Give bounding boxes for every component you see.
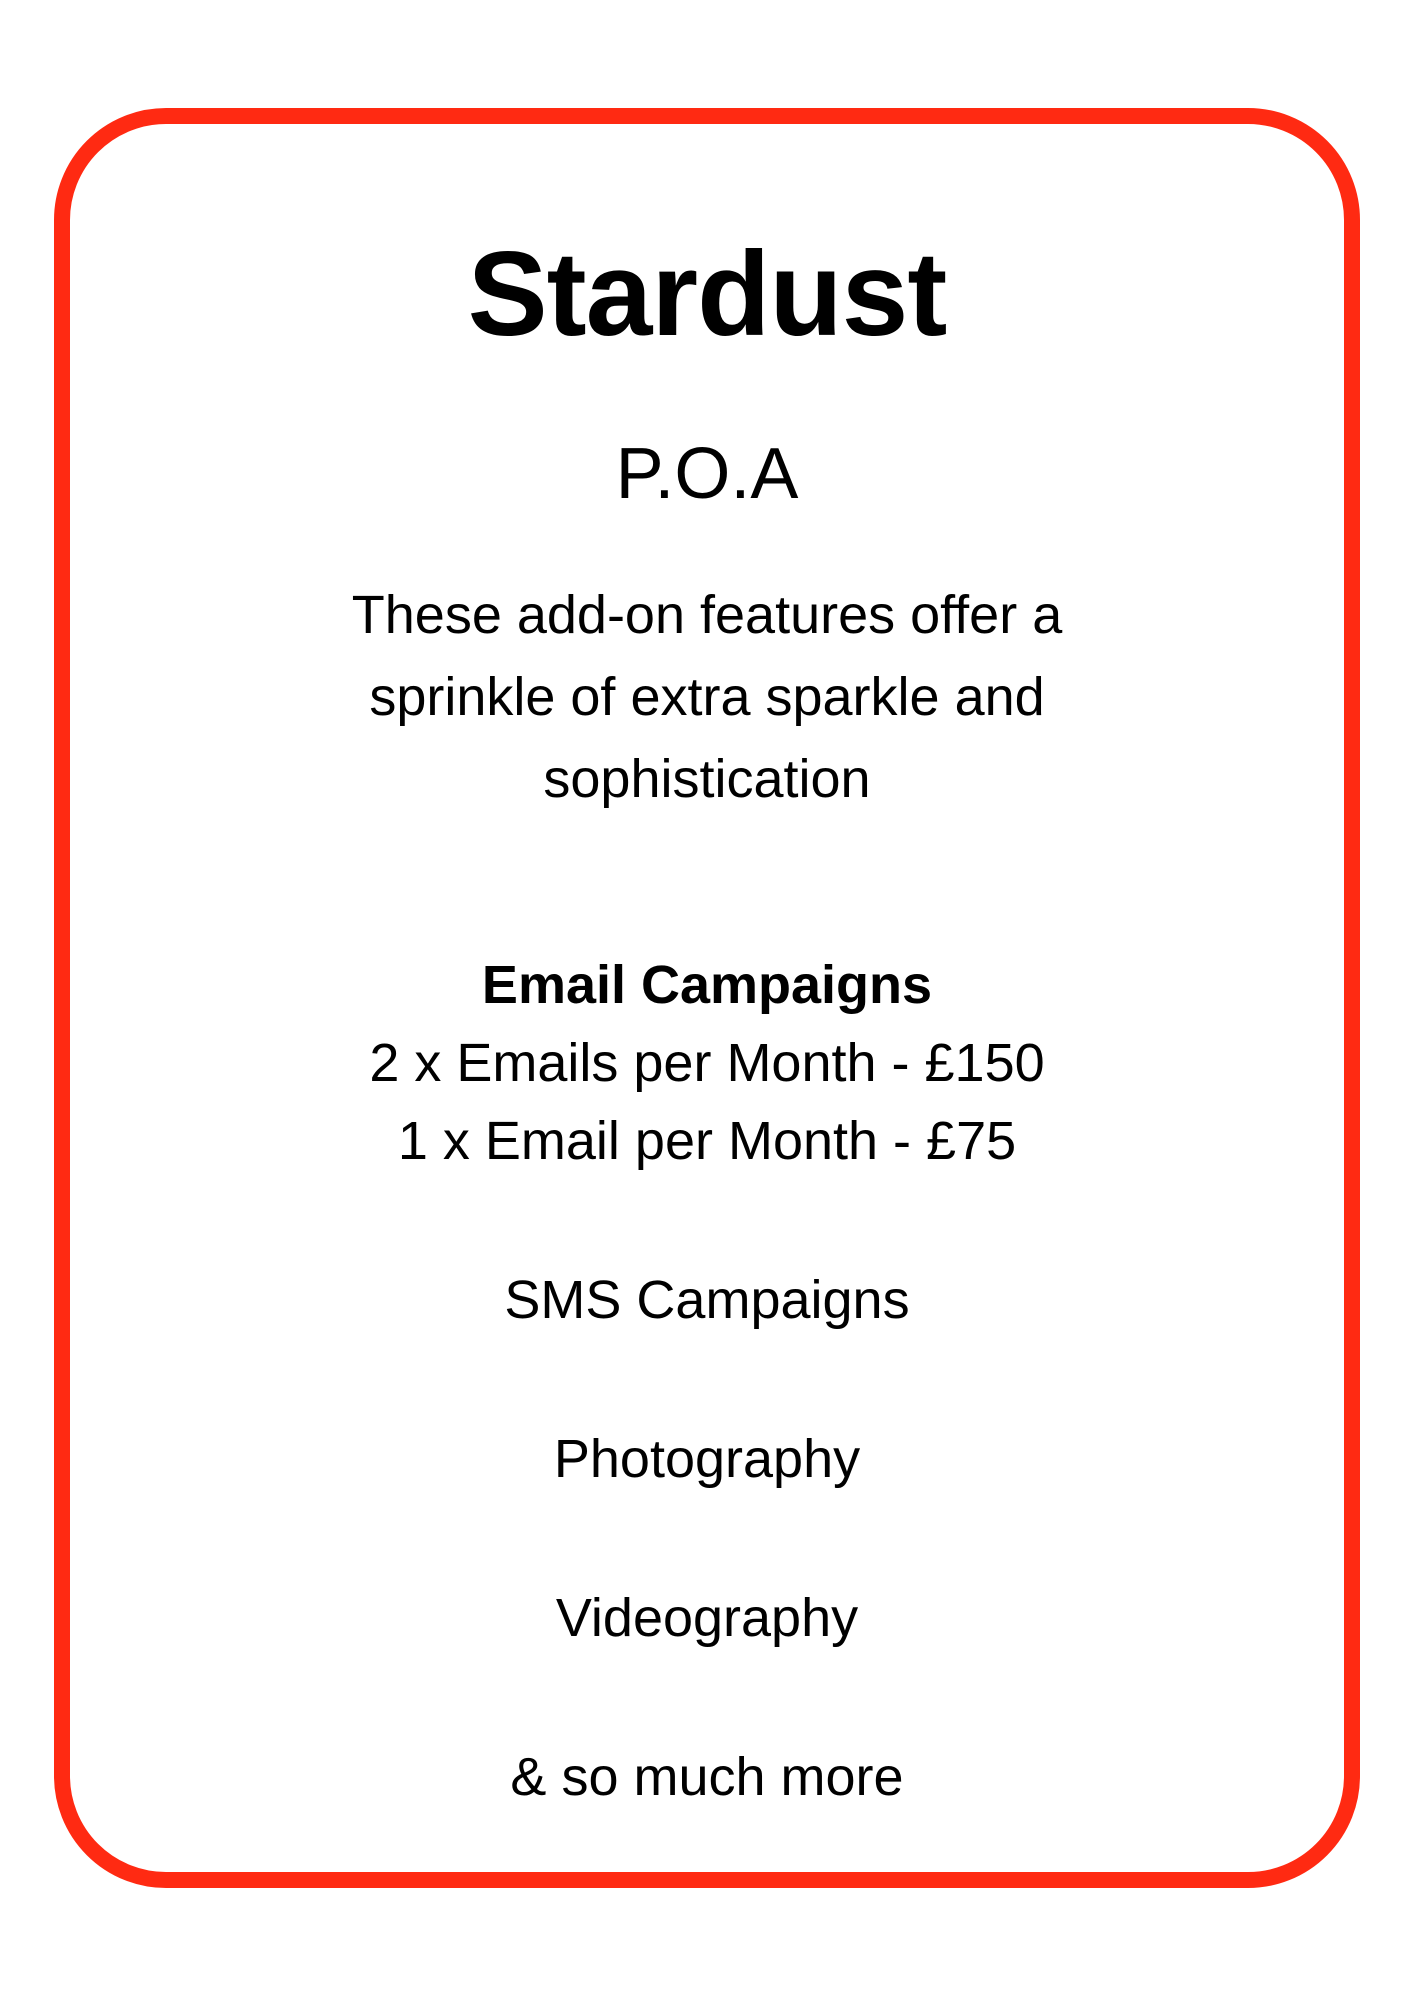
addon-photography: Photography [553,1429,861,1489]
addon-list [70,946,1344,1816]
pricing-card [54,108,1360,1888]
email-campaigns-heading: Email Campaigns [481,955,933,1015]
plan-price: P.O.A [615,434,799,514]
email-option: 1 x Email per Month - £75 [397,1111,1017,1171]
plan-description: These add-on features offer a sprinkle of extra sparkle and sophistication [351,585,1063,809]
addon-videography: Videography [555,1588,859,1648]
addon-more: & so much more [510,1747,904,1807]
addon-sms-campaigns: SMS Campaigns [504,1270,910,1330]
email-option: 2 x Emails per Month - £150 [369,1033,1045,1093]
plan-title: Stardust [467,227,947,361]
